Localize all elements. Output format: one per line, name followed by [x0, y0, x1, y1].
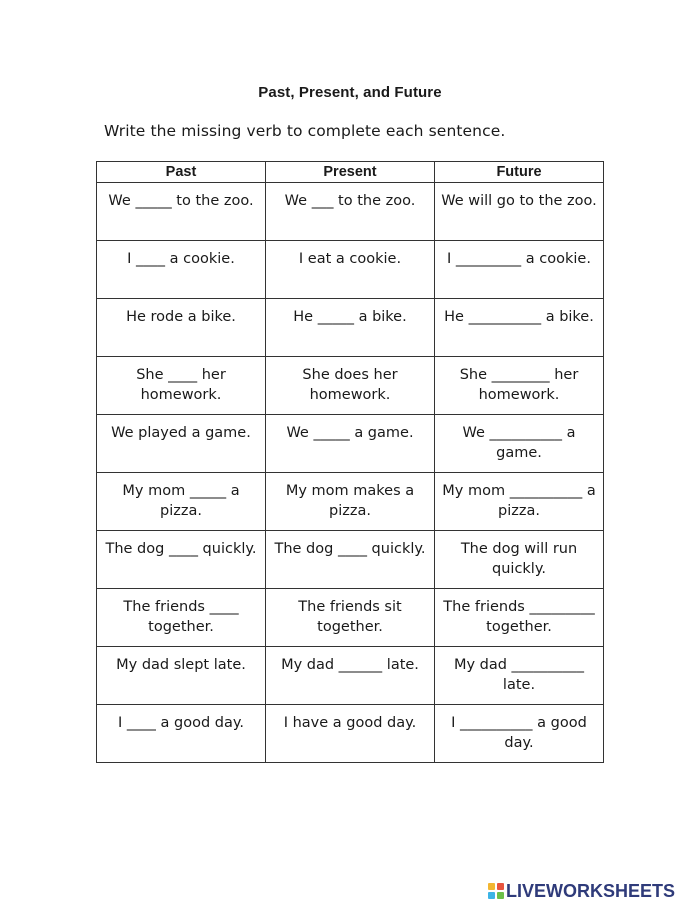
- past-cell: We _____ to the zoo.: [97, 183, 266, 241]
- liveworksheets-logo-icon: [488, 883, 504, 899]
- future-cell: We __________ a game.: [435, 415, 604, 473]
- future-cell: She ________ her homework.: [435, 357, 604, 415]
- past-cell: We played a game.: [97, 415, 266, 473]
- present-cell: I eat a cookie.: [266, 241, 435, 299]
- instructions-text: Write the missing verb to complete each sentence.: [104, 122, 506, 140]
- present-cell: I have a good day.: [266, 705, 435, 763]
- past-cell: The dog ____ quickly.: [97, 531, 266, 589]
- future-cell: My dad __________ late.: [435, 647, 604, 705]
- table-row: [97, 531, 604, 589]
- table-row: [97, 183, 604, 241]
- table-row: [97, 357, 604, 415]
- present-cell: We ___ to the zoo.: [266, 183, 435, 241]
- table-row: [97, 299, 604, 357]
- header-present: Present: [266, 162, 435, 183]
- table-row: [97, 241, 604, 299]
- verb-tense-table: [96, 161, 604, 763]
- past-cell: My mom _____ a pizza.: [97, 473, 266, 531]
- table-row: [97, 415, 604, 473]
- future-cell: The dog will run quickly.: [435, 531, 604, 589]
- present-cell: My dad ______ late.: [266, 647, 435, 705]
- liveworksheets-logo: [488, 880, 675, 902]
- past-cell: I ____ a good day.: [97, 705, 266, 763]
- present-cell: She does her homework.: [266, 357, 435, 415]
- logo-text: LIVEWORKSHEETS: [506, 880, 676, 901]
- header-future: Future: [435, 162, 604, 183]
- future-cell: He __________ a bike.: [435, 299, 604, 357]
- future-cell: My mom __________ a pizza.: [435, 473, 604, 531]
- future-cell: The friends _________ together.: [435, 589, 604, 647]
- table-row: [97, 473, 604, 531]
- table-header-row: [97, 162, 604, 183]
- future-cell: We will go to the zoo.: [435, 183, 604, 241]
- table-row: [97, 589, 604, 647]
- table-row: [97, 705, 604, 763]
- present-cell: The friends sit together.: [266, 589, 435, 647]
- past-cell: My dad slept late.: [97, 647, 266, 705]
- future-cell: I _________ a cookie.: [435, 241, 604, 299]
- future-cell: I __________ a good day.: [435, 705, 604, 763]
- past-cell: He rode a bike.: [97, 299, 266, 357]
- header-past: Past: [97, 162, 266, 183]
- worksheet-title: Past, Present, and Future: [258, 84, 442, 101]
- past-cell: She ____ her homework.: [97, 357, 266, 415]
- present-cell: My mom makes a pizza.: [266, 473, 435, 531]
- past-cell: The friends ____ together.: [97, 589, 266, 647]
- present-cell: We _____ a game.: [266, 415, 435, 473]
- past-cell: I ____ a cookie.: [97, 241, 266, 299]
- present-cell: The dog ____ quickly.: [266, 531, 435, 589]
- table-row: [97, 647, 604, 705]
- present-cell: He _____ a bike.: [266, 299, 435, 357]
